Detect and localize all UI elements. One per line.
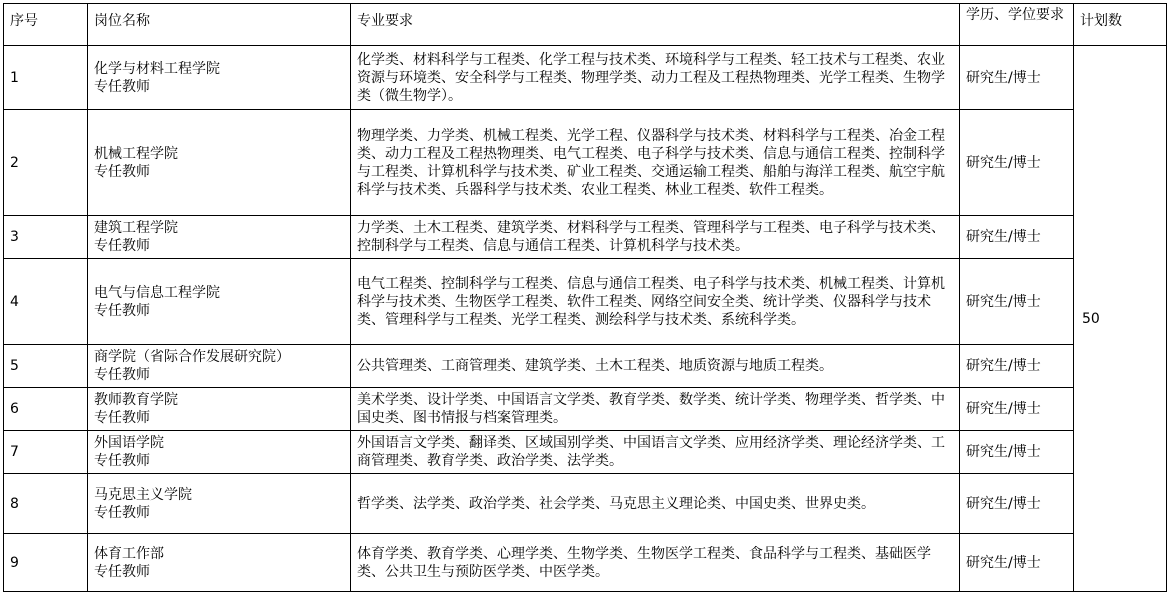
row-role: 专任教师 — [94, 163, 150, 180]
row-role: 专任教师 — [94, 78, 150, 95]
row-dept: 电气与信息工程学院 — [94, 284, 220, 301]
table-row — [4, 46, 1167, 110]
row-position — [88, 345, 351, 388]
row-role: 专任教师 — [94, 563, 150, 580]
table-row — [4, 388, 1167, 431]
row-dept: 商学院（省际合作发展研究院） — [94, 349, 290, 365]
recruitment-table — [3, 3, 1167, 592]
row-position — [88, 534, 351, 592]
row-major: 外国语言文学类、翻译类、区域国别学类、中国语言文学类、应用经济学类、理论经济学类、工商管理类、教育学类、政治学类、法学类。 — [351, 431, 960, 474]
row-no: 3 — [4, 216, 88, 259]
row-position — [88, 259, 351, 345]
table-row — [4, 216, 1167, 259]
row-role: 专任教师 — [94, 367, 150, 383]
row-degree: 研究生/博士 — [960, 110, 1074, 216]
row-major: 公共管理类、工商管理类、建筑学类、土木工程类、地质资源与地质工程类。 — [351, 345, 960, 388]
row-degree: 研究生/博士 — [960, 259, 1074, 345]
row-degree: 研究生/博士 — [960, 345, 1074, 388]
row-major: 电气工程类、控制科学与工程类、信息与通信工程类、电子科学与技术类、机械工程类、计算机科学与技术类、生物医学工程类、软件工程类、网络空间安全类、统计学类、仪器科学与技术类、管理科学与工程类、光学工程类、测绘科学与技术类、系统科学类。 — [351, 259, 960, 345]
row-major: 化学类、材料科学与工程类、化学工程与技术类、环境科学与工程类、轻工技术与工程类、农业资源与环境类、安全科学与工程类、物理学类、动力工程及工程热物理类、光学工程类、生物学类（微生物学）。 — [351, 46, 960, 110]
row-major: 体育学类、教育学类、心理学类、生物学类、生物医学工程类、食品科学与工程类、基础医学类、公共卫生与预防医学类、中医学类。 — [351, 534, 960, 592]
row-no: 5 — [4, 345, 88, 388]
header-position: 岗位名称 — [88, 4, 351, 46]
header-degree: 学历、学位要求 — [960, 4, 1074, 46]
row-position — [88, 110, 351, 216]
row-major: 美术学类、设计学类、中国语言文学类、教育学类、数学类、统计学类、物理学类、哲学类、中国史类、图书情报与档案管理类。 — [351, 388, 960, 431]
row-position — [88, 46, 351, 110]
header-plan: 计划数 — [1074, 4, 1167, 46]
table-row — [4, 534, 1167, 592]
row-no: 6 — [4, 388, 88, 431]
row-major: 哲学类、法学类、政治学类、社会学类、马克思主义理论类、中国史类、世界史类。 — [351, 474, 960, 534]
row-role: 专任教师 — [94, 453, 150, 469]
row-no: 9 — [4, 534, 88, 592]
row-no: 8 — [4, 474, 88, 534]
row-role: 专任教师 — [94, 302, 150, 319]
row-dept: 体育工作部 — [94, 545, 164, 562]
row-position — [88, 474, 351, 534]
row-major: 力学类、土木工程类、建筑学类、材料科学与工程类、管理科学与工程类、电子科学与技术类、控制科学与工程类、信息与通信工程类、计算机科学与技术类。 — [351, 216, 960, 259]
row-degree: 研究生/博士 — [960, 534, 1074, 592]
row-degree: 研究生/博士 — [960, 388, 1074, 431]
table-row — [4, 259, 1167, 345]
header-major: 专业要求 — [351, 4, 960, 46]
row-dept: 建筑工程学院 — [94, 220, 178, 236]
row-position — [88, 216, 351, 259]
row-dept: 化学与材料工程学院 — [94, 60, 220, 77]
row-dept: 外国语学院 — [94, 435, 164, 451]
row-degree: 研究生/博士 — [960, 431, 1074, 474]
table-row — [4, 474, 1167, 534]
row-no: 4 — [4, 259, 88, 345]
row-major: 物理学类、力学类、机械工程类、光学工程、仪器科学与技术类、材料科学与工程类、冶金工程类、动力工程及工程热物理类、电气工程类、电子科学与技术类、信息与通信工程类、控制科学与工程类、计算机科学与技术类、矿业工程类、交通运输工程类、船舶与海洋工程类、航空宇航科学与技术类、兵器科学与技术类、农业工程类、林业工程类、软件工程类。 — [351, 110, 960, 216]
row-dept: 教师教育学院 — [94, 392, 178, 408]
row-degree: 研究生/博士 — [960, 216, 1074, 259]
table-row — [4, 345, 1167, 388]
row-degree: 研究生/博士 — [960, 46, 1074, 110]
table-row — [4, 431, 1167, 474]
row-no: 7 — [4, 431, 88, 474]
row-dept: 马克思主义学院 — [94, 486, 192, 503]
row-no: 1 — [4, 46, 88, 110]
row-role: 专任教师 — [94, 504, 150, 521]
row-degree: 研究生/博士 — [960, 474, 1074, 534]
row-role: 专任教师 — [94, 238, 150, 254]
row-position — [88, 388, 351, 431]
table-row — [4, 110, 1167, 216]
header-no: 序号 — [4, 4, 88, 46]
row-dept: 机械工程学院 — [94, 145, 178, 162]
row-position — [88, 431, 351, 474]
row-role: 专任教师 — [94, 410, 150, 426]
row-no: 2 — [4, 110, 88, 216]
plan-total: 50 — [1074, 46, 1167, 592]
header-row — [4, 4, 1167, 46]
